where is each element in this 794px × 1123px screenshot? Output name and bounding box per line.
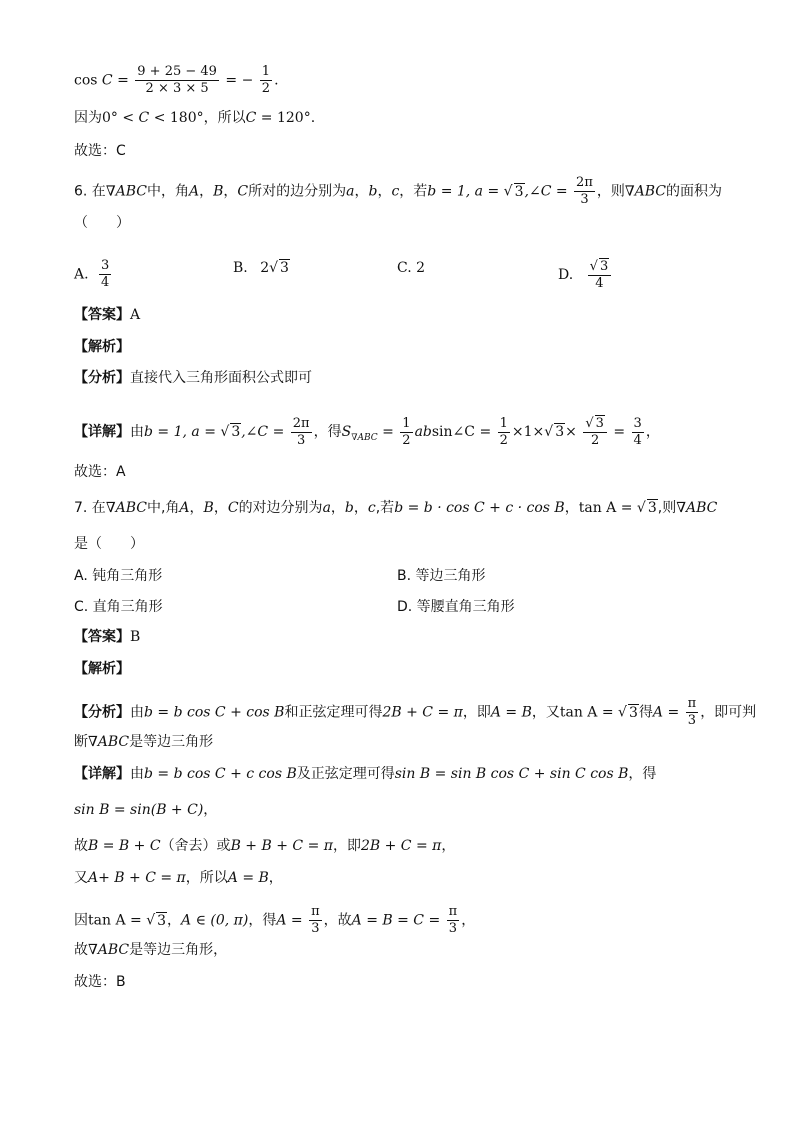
q6-fenxi <box>74 368 312 388</box>
question-6-stem: 6. 在∇ABC中，角A，B，C所对的边分别为a，b，c，若b = 1, a = √ 3,∠C = $\frac{2\pi}{3}$ ，则∇ABC的面积为 <box>74 175 723 207</box>
var-c: C <box>227 500 239 516</box>
fraction <box>99 258 111 291</box>
q7-option-a[interactable]: A. 钝角三角形 <box>74 568 163 584</box>
denominator: 4 <box>633 432 642 448</box>
numerator: 3 <box>101 258 110 273</box>
numerator: 9 + 25 − 49 <box>137 64 217 79</box>
eq: = <box>377 424 399 440</box>
fraction <box>309 904 322 937</box>
var-a: A <box>188 183 200 200</box>
fraction <box>632 416 644 449</box>
var-b: b <box>344 500 354 516</box>
radicand: 3 <box>599 259 609 274</box>
var-a: a <box>346 183 355 200</box>
question-6-paren: （ ） <box>74 215 130 231</box>
comma: ， <box>645 424 660 440</box>
denominator: 2 × 3 × 5 <box>145 81 209 96</box>
fraction <box>447 904 460 937</box>
radicand: 3 <box>514 183 524 200</box>
area-subscript: ∇ABC <box>351 432 378 443</box>
area-symbol: S <box>341 424 352 440</box>
numerator: 3 <box>633 415 642 431</box>
mult: × <box>565 424 577 440</box>
q7-xiangjie-line2 <box>74 800 217 820</box>
text: ，则 <box>596 183 625 200</box>
option-label: A. <box>74 266 89 283</box>
text: 断 <box>74 734 88 750</box>
text: 的对边分别为 <box>238 500 323 516</box>
equation: A = B = C = <box>351 912 445 929</box>
fraction <box>686 696 699 729</box>
denominator: 2 <box>402 432 411 448</box>
option-label: B. <box>233 260 248 276</box>
q-number: 7. 在 <box>74 500 106 516</box>
tan-a: tan A = <box>578 500 637 516</box>
radicand: 3 <box>231 424 241 440</box>
q6-select: 故选：A <box>74 464 126 480</box>
eq: = <box>112 72 134 89</box>
text: 所对的边分别为 <box>248 183 347 200</box>
q6-jiexi: 【解析】 <box>74 339 130 355</box>
text: ，即 <box>332 838 361 854</box>
text: 的面积为 <box>666 183 723 200</box>
text: 由 <box>130 704 144 721</box>
sin-c: sin∠C = <box>431 424 496 440</box>
answer-value: A <box>130 307 141 323</box>
text: ，所以 <box>185 870 228 886</box>
numerator: π <box>448 904 458 919</box>
condition: b = b cos C + cos B <box>144 704 285 721</box>
fraction <box>498 416 510 449</box>
denominator: 3 <box>580 192 589 207</box>
q7-option-c[interactable]: C. 直角三角形 <box>74 599 163 615</box>
ab: ab <box>414 424 432 440</box>
fraction <box>574 175 595 208</box>
text: 及正弦定理可得 <box>296 766 395 782</box>
denominator: 3 <box>448 921 458 936</box>
angle-conclusion <box>74 108 315 128</box>
text: 因为 <box>74 110 102 126</box>
var-b: B <box>203 500 214 516</box>
equation: 2B + C = π <box>382 704 463 721</box>
var-c: C <box>245 110 257 126</box>
triangle-symbol: ∇ABC <box>88 942 130 958</box>
fraction: $\frac{√ 3}{4}$ <box>588 258 612 292</box>
radicand: 3 <box>280 260 289 276</box>
var-c: c <box>367 500 376 516</box>
radicand: 3 <box>555 424 565 440</box>
denominator: 4 <box>101 275 110 290</box>
denominator: 2 <box>261 81 271 96</box>
q6-option-c[interactable] <box>397 258 425 278</box>
numerator: 1 <box>402 415 411 431</box>
q7-fenxi-line2 <box>74 732 213 752</box>
text: ，得 <box>248 912 277 929</box>
text: 中，角 <box>146 183 189 200</box>
text: 是等边三角形， <box>129 942 228 958</box>
math: < 180° <box>149 110 204 126</box>
answer-label: 【答案】 <box>74 307 130 323</box>
q6-option-b[interactable]: B. 2√ 3 <box>233 260 289 276</box>
period: . <box>274 72 279 89</box>
text: ,则 <box>657 500 677 516</box>
equation: A = B <box>490 704 532 721</box>
option-label: D. <box>558 267 574 283</box>
text: ，所以 <box>203 110 246 126</box>
numerator: π <box>687 696 697 711</box>
q6-option-a[interactable] <box>74 258 113 291</box>
condition: b = b · cos C + c · cos B <box>394 500 565 516</box>
angle-cond: ,∠C = <box>241 424 289 440</box>
radicand: 3 <box>157 912 167 929</box>
coefficient: 2 <box>260 260 270 276</box>
triangle-symbol: ∇ABC <box>676 500 718 516</box>
text: 由 <box>130 424 144 440</box>
var-c: C <box>101 72 113 89</box>
text: 因 <box>74 912 88 929</box>
var-b: b <box>368 183 378 200</box>
text: ，故 <box>323 912 352 929</box>
answer-value: B <box>130 629 141 645</box>
q7-xiangjie-line5: 因tan A = √ 3，A ∈ (0, π)，得A = $\frac{\pi}{3}$ ，故A = B = C = $\frac{\pi}{3}$ ， <box>74 904 476 936</box>
equation: B = B + C <box>88 838 161 854</box>
q7-option-d[interactable]: D. 等腰直角三角形 <box>397 599 515 615</box>
text: ， <box>564 500 579 516</box>
q7-xiangjie-line6 <box>74 940 227 960</box>
numerator: 1 <box>499 415 508 431</box>
q7-answer <box>74 627 140 647</box>
text: 是等边三角形 <box>129 734 214 750</box>
q6-option-d[interactable] <box>558 258 613 292</box>
cos-c-formula <box>74 64 279 97</box>
detail-label: 【详解】 <box>74 766 130 782</box>
option-label: C. 2 <box>397 260 426 276</box>
condition: b = 1, a = <box>427 183 504 200</box>
denominator: 4 <box>595 276 604 291</box>
denominator: 3 <box>311 921 320 936</box>
comma: ， <box>441 838 456 854</box>
text: 得 <box>638 704 653 721</box>
condition: b = b cos C + c cos B <box>144 766 297 782</box>
radicand: 3 <box>595 416 604 431</box>
fraction <box>291 416 312 449</box>
question-7-tail: 是（ ） <box>74 536 144 552</box>
var-a: A <box>179 500 190 516</box>
answer-label: 【答案】 <box>74 629 130 645</box>
var-a: a <box>322 500 331 516</box>
text: ，得 <box>628 766 657 782</box>
question-7-stem: 7. 在∇ABC中,角A，B，C的对边分别为a，b，c,若b = b · cos C + c · cos B，tan A = √ 3,则∇ABC <box>74 500 718 516</box>
triangle-symbol: ∇ABC <box>105 183 147 200</box>
text: ，即 <box>462 704 491 721</box>
q7-fenxi-line1: 【分析】由b = b cos C + cos B和正弦定理可得2B + C = π，即A = B，又tan A = √ 3得A = $\frac{\pi}{3}$ ，即可判 <box>74 696 757 728</box>
q-number: 6. 在 <box>74 183 106 200</box>
tan-a: tan A = <box>88 912 147 929</box>
numerator: 2π <box>292 415 310 431</box>
q7-xiangjie-line3 <box>74 836 455 856</box>
text: ，又 <box>531 704 560 721</box>
analysis-label: 【分析】 <box>74 704 130 721</box>
q7-xiangjie-line4 <box>74 868 283 888</box>
analysis-label: 【分析】 <box>74 370 130 386</box>
equation: A = <box>652 704 684 721</box>
mult: ×1× <box>511 424 545 440</box>
var-c: C <box>237 183 249 200</box>
q7-option-b[interactable]: B. 等边三角形 <box>397 568 486 584</box>
equation: A = <box>276 912 308 929</box>
comma: ， <box>203 802 218 818</box>
var-b: B <box>213 183 224 200</box>
fraction <box>135 64 219 97</box>
text: ,若 <box>375 500 395 516</box>
denominator: 3 <box>687 713 697 728</box>
angle-cond: ,∠C = <box>524 183 573 200</box>
q6-xiangjie: 【详解】由b = 1, a = √ 3,∠C = $\frac{2\pi}{3}$ ，得$S_{\nabla ABC}$ = $\frac{1}{2}$ absin∠C = $\frac{1}{2}$ ×1×√ 3× $\frac{√ 3}{2}$ = $\frac{3}{4}$ ， <box>74 415 660 448</box>
analysis-text: 直接代入三角形面积公式即可 <box>130 370 312 386</box>
text: ，得 <box>313 424 342 440</box>
denominator: 3 <box>297 432 306 448</box>
fraction <box>400 416 412 449</box>
text: 故 <box>74 942 88 958</box>
radicand: 3 <box>647 500 657 516</box>
text: 故 <box>74 838 88 854</box>
var-c: C <box>138 110 150 126</box>
math: 0° < <box>102 110 139 126</box>
cos-text: cos <box>74 72 98 89</box>
text: （舍去）或 <box>160 838 231 854</box>
math: = 120° <box>256 110 311 126</box>
tan-a: tan A = <box>559 704 619 721</box>
condition: b = 1, a = <box>144 424 221 440</box>
triangle-symbol: ∇ABC <box>105 500 147 516</box>
denominator: 2 <box>590 433 600 448</box>
comma: ， <box>167 912 182 929</box>
equation: 2B + C = π <box>360 838 442 854</box>
equation: A = B <box>227 870 269 886</box>
text: ，若 <box>399 183 428 200</box>
triangle-symbol: ∇ABC <box>88 734 130 750</box>
triangle-symbol: ∇ABC <box>624 183 667 200</box>
text: 和正弦定理可得 <box>284 704 383 721</box>
q6-answer <box>74 305 140 325</box>
interval: A ∈ (0, π) <box>181 912 249 929</box>
q7-xiangjie-line1 <box>74 764 656 784</box>
numerator: π <box>311 904 320 919</box>
fraction <box>260 64 272 97</box>
denominator: 2 <box>499 432 508 448</box>
numerator: 1 <box>261 64 271 79</box>
text: 由 <box>130 766 144 782</box>
q7-jiexi: 【解析】 <box>74 661 130 677</box>
numerator: 2π <box>576 175 593 190</box>
text: ，即可判 <box>700 704 757 721</box>
detail-label: 【详解】 <box>74 424 130 440</box>
equation: sin B = sin(B + C) <box>74 802 204 818</box>
var-c: c <box>391 183 400 200</box>
eq: = <box>608 424 630 440</box>
radicand: 3 <box>628 704 638 721</box>
period: . <box>310 110 316 126</box>
eq: = − <box>225 72 254 89</box>
comma: ， <box>461 912 476 929</box>
select-answer: 故选：C <box>74 143 126 159</box>
equation: A+ B + C = π <box>88 870 186 886</box>
text: 中,角 <box>146 500 180 516</box>
equation: B + B + C = π <box>230 838 333 854</box>
q7-select: 故选：B <box>74 974 126 990</box>
fraction: $\frac{√ 3}{2}$ <box>583 415 607 449</box>
text: 又 <box>74 870 88 886</box>
equation: sin B = sin B cos C + sin C cos B <box>394 766 629 782</box>
comma: ， <box>268 870 283 886</box>
